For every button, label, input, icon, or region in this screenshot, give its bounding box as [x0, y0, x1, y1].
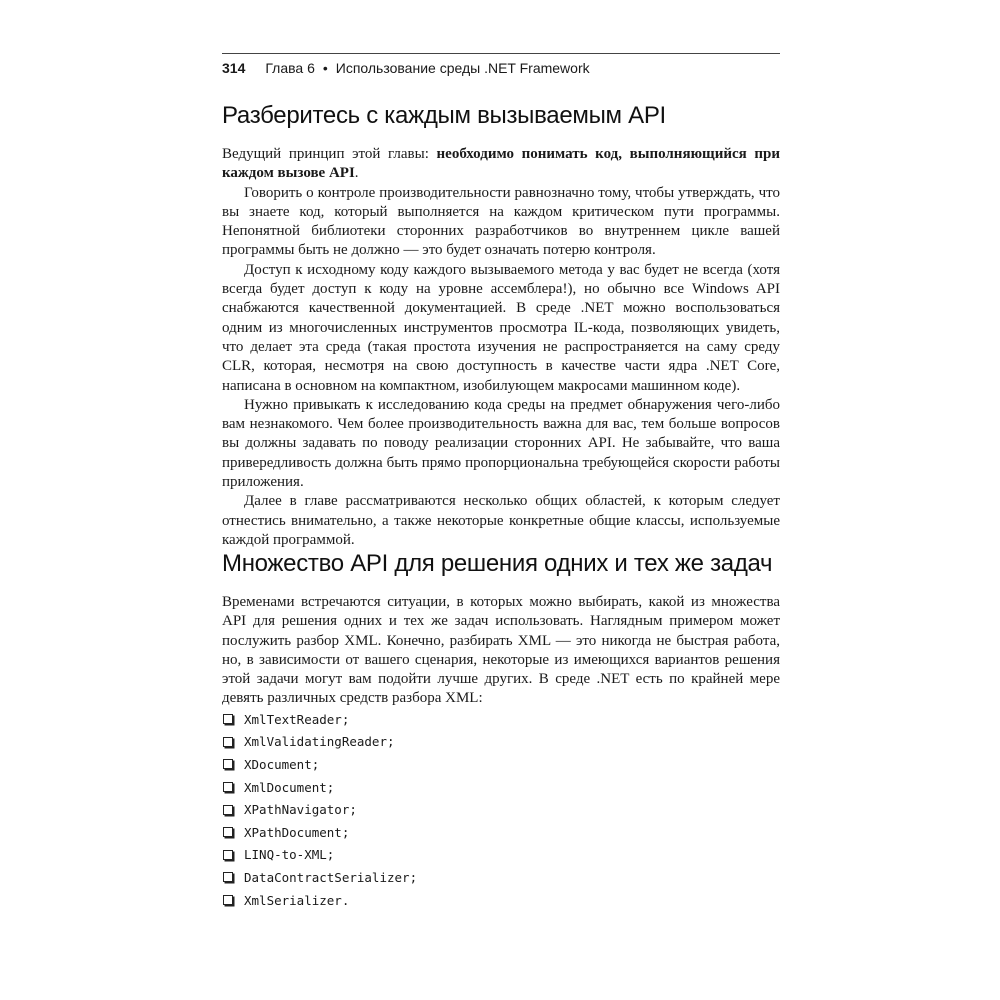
- code-name: DataContractSerializer: [244, 869, 410, 885]
- checkbox-bullet-icon: [223, 895, 233, 905]
- book-page: [222, 0, 780, 1000]
- item-punctuation: ;: [341, 711, 350, 727]
- code-name: XmlTextReader: [244, 711, 342, 727]
- section1-body: [222, 145, 780, 550]
- item-punctuation: .: [341, 892, 350, 908]
- item-punctuation: ;: [341, 824, 350, 840]
- code-name: XPathDocument: [244, 824, 342, 840]
- section1-paragraph-2: Говорить о контроле производительности равнозначно тому, чтобы утверждать, что вы знаете код, который выполняется на каждом критическом пути программы. Непонятной библиотеки сторонних разработчиков во внутреннем цикле вашей программы быть не должно — это будет означать потерю контроля.: [222, 184, 780, 259]
- list-item: [222, 866, 417, 889]
- code-name: LINQ-to-XML: [244, 847, 327, 863]
- code-name: XmlDocument: [244, 779, 327, 795]
- item-punctuation: ;: [326, 779, 335, 795]
- code-name: XmlSerializer: [244, 892, 342, 908]
- section2-heading: Множество API для решения одних и тех же задач: [222, 550, 773, 577]
- checkbox-bullet-icon: [223, 714, 233, 724]
- page-number: 314: [222, 60, 246, 76]
- code-name: XPathNavigator: [244, 802, 350, 818]
- checkbox-bullet-icon: [223, 782, 233, 792]
- list-item: [222, 821, 417, 844]
- item-punctuation: ;: [311, 756, 320, 772]
- checkbox-bullet-icon: [223, 759, 233, 769]
- paragraph-intro: Ведущий принцип этой главы:: [222, 146, 437, 162]
- checkbox-bullet-icon: [223, 737, 233, 747]
- section1-paragraph-5: Далее в главе рассматриваются несколько общих областей, к которым следует отнестись внимательно, а также некоторые конкретные общие классы, используемые каждой программой.: [222, 493, 780, 548]
- header-bullet: •: [322, 60, 328, 76]
- list-item: [222, 708, 417, 731]
- checkbox-bullet-icon: [223, 850, 233, 860]
- running-header: [222, 53, 780, 76]
- section1-paragraph-1: [222, 145, 780, 184]
- list-item: [222, 889, 417, 912]
- item-punctuation: ;: [387, 734, 395, 750]
- list-item: [222, 753, 417, 776]
- item-punctuation: ;: [326, 847, 335, 863]
- checkbox-bullet-icon: [223, 805, 233, 815]
- paragraph-end: .: [354, 165, 359, 182]
- list-item: [222, 798, 417, 821]
- key-principle: необходимо понимать код, выполняющийся при каждом вызове API: [222, 146, 780, 182]
- code-name: XDocument: [244, 756, 312, 772]
- section1-paragraph-4: Нужно привыкать к исследованию кода среды на предмет обнаружения чего-либо вам незнакомого. Чем более производительность важна для вас, тем больше вопросов вы должны задавать по поводу реализации сторонних API. Не забывайте, что ваша привередливость должна быть прямо пропорциональна требующейся скорости работы приложения.: [222, 396, 780, 491]
- list-item: [222, 731, 417, 754]
- chapter-label: Глава 6: [265, 60, 315, 76]
- section1-paragraph-3: Доступ к исходному коду каждого вызываемого метода у вас будет не всегда (хотя всегда будет доступ к коду на уровне ассемблера!), но обычно все Windows API снабжаются качественной документацией. В среде .NET можно воспользоваться одним из многочисленных инструментов просмотра IL-кода, позволяющих увидеть, что делает эта среда (такая простота изучения не распространяется на саму среду CLR, которая, несмотря на свою доступность в качестве части ядра .NET Core, написана в основном на компактном, изобилующем макросами машинном коде).: [222, 261, 780, 394]
- code-name: XmlValidatingReader: [244, 734, 387, 750]
- xml-parser-list: [222, 708, 417, 911]
- item-punctuation: ;: [349, 802, 357, 818]
- checkbox-bullet-icon: [223, 827, 233, 837]
- section2-body: [222, 593, 780, 709]
- list-item: [222, 844, 417, 867]
- item-punctuation: ;: [409, 869, 418, 885]
- list-item: [222, 776, 417, 799]
- chapter-title: Использование среды .NET Framework: [335, 60, 590, 76]
- checkbox-bullet-icon: [223, 872, 233, 882]
- section1-heading: Разберитесь с каждым вызываемым API: [222, 102, 666, 129]
- section2-paragraph-1: Временами встречаются ситуации, в которых можно выбирать, какой из множества API для решения одних и тех же задач использовать. Наглядным примером может послужить разбор XML. Конечно, разбирать XML — это никогда не быстрая работа, но, в зависимости от вашего сценария, некоторые из имеющихся вариантов решения этой задачи могут вам подойти лучше других. В среде .NET есть по крайней мере девять различных средств разбора XML:: [222, 594, 780, 707]
